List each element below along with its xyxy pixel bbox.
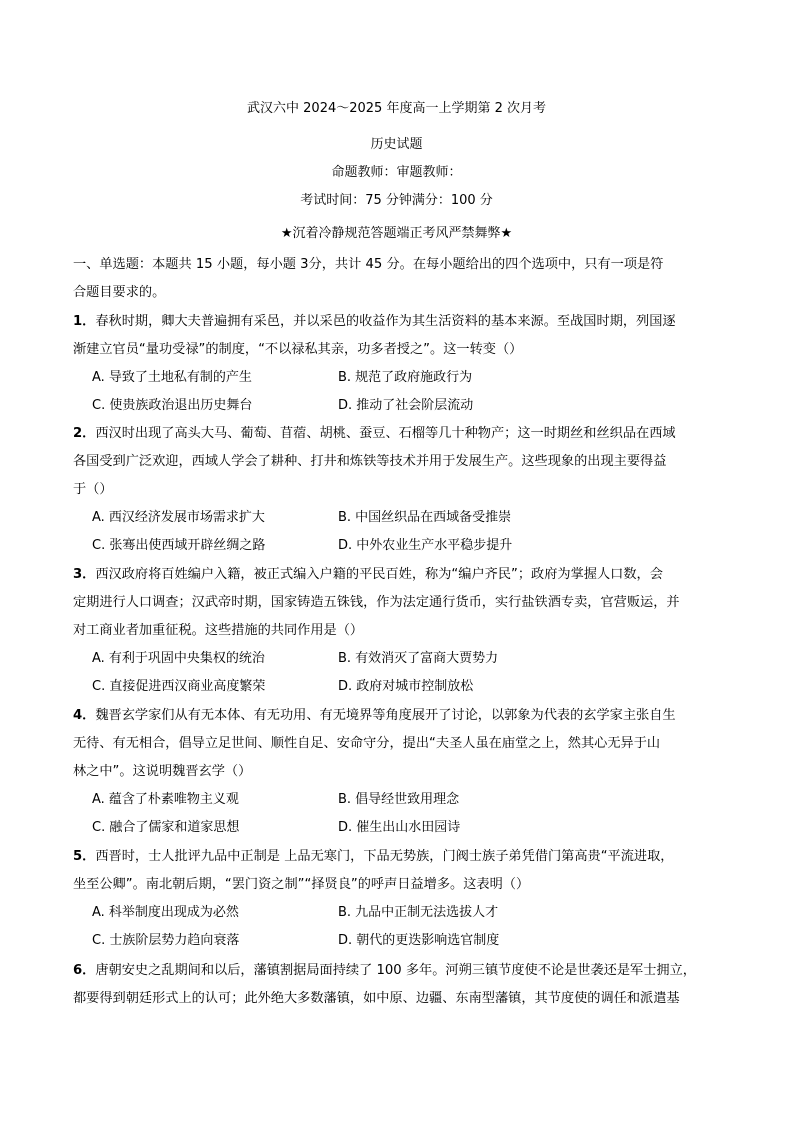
option-d: D. 推动了社会阶层流动 <box>338 398 474 413</box>
option-c: C. 张骞出使西域开辟丝绸之路 <box>92 538 266 553</box>
option-d: D. 中外农业生产水平稳步提升 <box>338 538 513 553</box>
question-number: 6． <box>73 963 96 978</box>
option-a: A. 导致了土地私有制的产生 <box>92 370 252 385</box>
question-5-line-2: 坐至公卿”。南北朝后期，“罢门资之制”“择贤良”的呼声日益增多。这表明（） <box>73 877 530 892</box>
teachers-line: 命题教师：审题教师： <box>331 165 462 180</box>
option-d: D. 朝代的更迭影响选官制度 <box>338 933 500 948</box>
option-a: A. 有利于巩固中央集权的统治 <box>92 651 265 666</box>
option-b: B. 九品中正制无法选拔人才 <box>338 905 499 920</box>
question-number: 5． <box>73 849 96 864</box>
time-line: 考试时间：75 分钟满分：100 分 <box>300 193 493 208</box>
question-4-line-2: 无待、有无相合，倡导立足世间、顺性自足、安命守分，提出“夫圣人虽在庙堂之上，然其心无异于山 <box>73 736 661 751</box>
subject-title: 历史试题 <box>370 137 423 152</box>
question-6-line-2: 都要得到朝廷形式上的认可；此外绝大多数藩镇，如中原、边疆、东南型藩镇，其节度使的调任和派遣基 <box>73 991 680 1006</box>
option-b: B. 中国丝织品在西域备受推崇 <box>338 510 512 525</box>
option-a: A. 蕴含了朴素唯物主义观 <box>92 792 239 807</box>
question-number: 1． <box>73 314 96 329</box>
question-5-line-1: 5．西晋时，士人批评九品中正制是 上品无寒门，下品无势族，门阀士族子弟凭借门第高贵“平流进取， <box>73 849 674 864</box>
question-3-line-3: 对工商业者加重征税。这些措施的共同作用是（） <box>73 623 364 638</box>
option-d: D. 催生出山水田园诗 <box>338 820 461 835</box>
option-d: D. 政府对城市控制放松 <box>338 679 474 694</box>
question-1-line-2: 渐建立官员“量功受禄”的制度，“不以禄私其亲，功多者授之”。这一转变（） <box>73 342 523 357</box>
option-c: C. 直接促进西汉商业高度繁荣 <box>92 679 266 694</box>
section-instruction: 一、单选题：本题共 15 小题，每小题 3分，共计 45 分。在每小题给出的四个选项中，只有一项是符 <box>73 257 664 272</box>
question-3-line-2: 定期进行人口调查；汉武帝时期，国家铸造五铢钱，作为法定通行货币，实行盐铁酒专卖，官营贩运，并 <box>73 595 680 610</box>
option-a: A. 科举制度出现成为必然 <box>92 905 239 920</box>
question-4-line-3: 林之中”。这说明魏晋玄学（） <box>73 764 252 779</box>
section-instruction-cont: 合题目要求的。 <box>73 285 166 300</box>
question-3-line-1: 3．西汉政府将百姓编户入籍，被正式编入户籍的平民百姓，称为“编户齐民”；政府为掌握人口数，会 <box>73 567 663 582</box>
exam-title: 武汉六中 2024～2025 年度高一上学期第 2 次月考 <box>247 101 546 116</box>
option-b: B. 有效消灭了富商大贾势力 <box>338 651 499 666</box>
question-2-line-3: 于（） <box>73 482 113 497</box>
motto-line: ★沉着冷静规范答题端正考风严禁舞弊★ <box>280 226 513 241</box>
question-4-line-1: 4．魏晋玄学家们从有无本体、有无功用、有无境界等角度展开了讨论，以郭象为代表的玄学家主张自生 <box>73 708 676 723</box>
option-c: C. 融合了儒家和道家思想 <box>92 820 240 835</box>
option-a: A. 西汉经济发展市场需求扩大 <box>92 510 265 525</box>
question-2-line-2: 各国受到广泛欢迎，西域人学会了耕种、打井和炼铁等技术并用于发展生产。这些现象的出现主要得益 <box>73 454 667 469</box>
question-number: 4． <box>73 708 96 723</box>
question-1-line-1: 1．春秋时期，卿大夫普遍拥有采邑，并以采邑的收益作为其生活资料的基本来源。至战国时期，列国逐 <box>73 314 676 329</box>
question-number: 3． <box>73 567 96 582</box>
question-2-line-1: 2．西汉时出现了高头大马、葡萄、苜蓿、胡桃、蚕豆、石榴等几十种物产；这一时期丝和丝织品在西域 <box>73 426 676 441</box>
question-number: 2． <box>73 426 96 441</box>
option-b: B. 倡导经世致用理念 <box>338 792 460 807</box>
option-c: C. 使贵族政治退出历史舞台 <box>92 398 253 413</box>
option-b: B. 规范了政府施政行为 <box>338 370 473 385</box>
question-6-line-1: 6．唐朝安史之乱期间和以后，藩镇割据局面持续了 100 多年。河朔三镇节度使不论是世袭还是军士拥立， <box>73 963 696 978</box>
option-c: C. 士族阶层势力趋向衰落 <box>92 933 240 948</box>
